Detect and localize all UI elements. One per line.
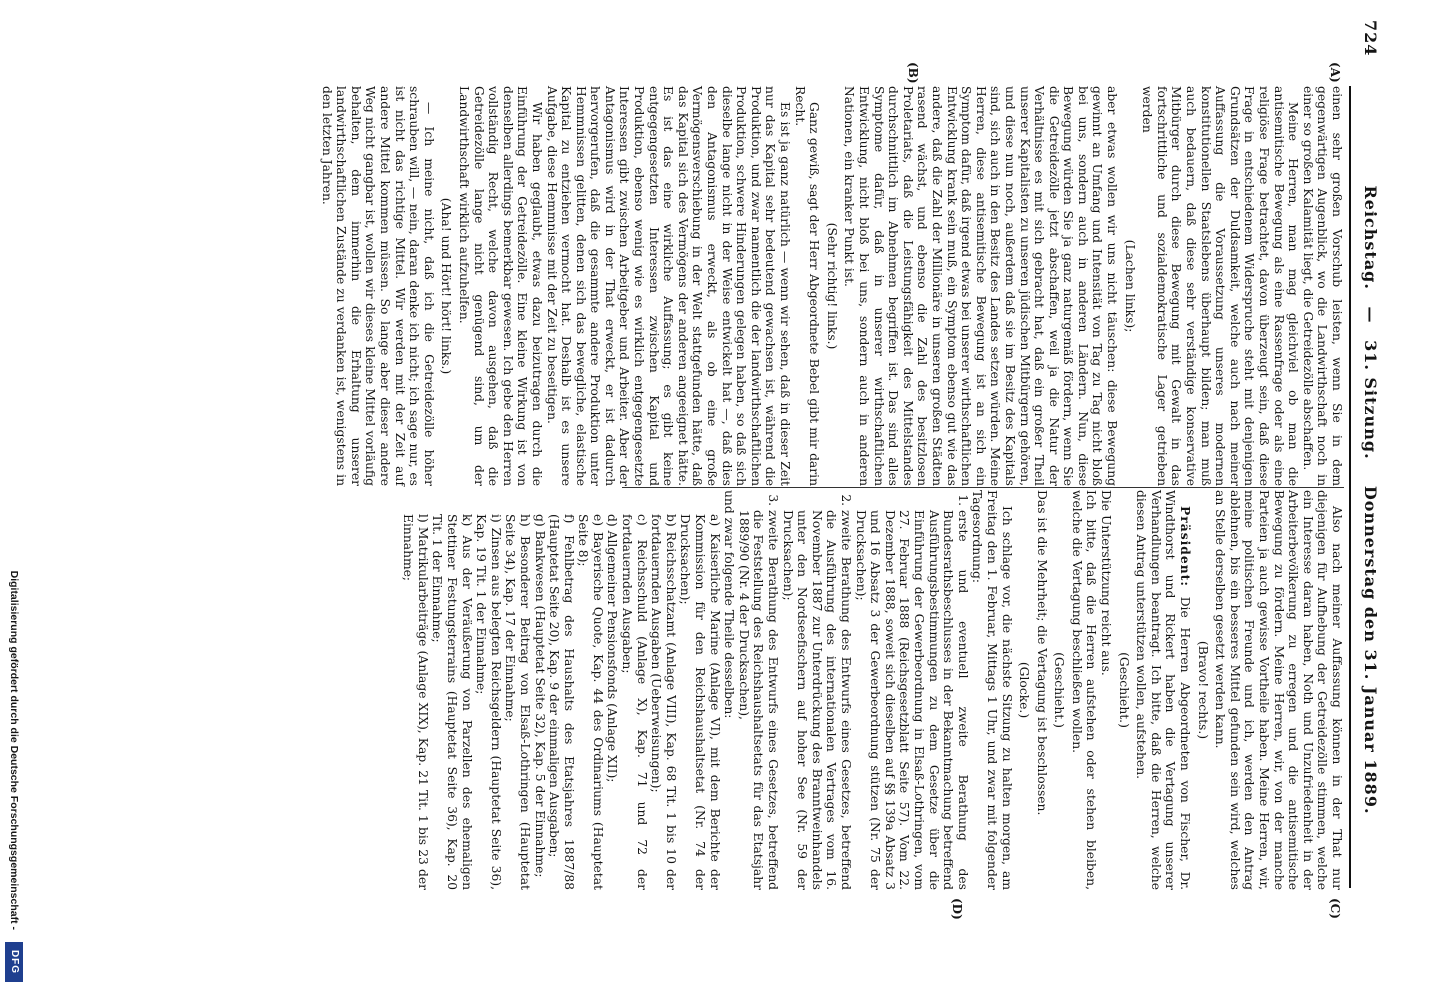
paragraph: Also nach meiner Auffassung können in der That nur diejenigen für Aufhebung der Getreidezölle stimmen, welche ein Interesse daran haben, Noth und Unzufriedenheit in der Arbeiterbevölkerung zu erregen und die antisemitische Bewegung zu fördern. Meine Herren, wir, von der manche Parteien ja auch gewisse Vortheile haben. Meine Herren, wir, meine politischen Freunde und ich, werden den Antrag ablehnen, bis ein besseres Mittel gefunden sein wird, welches an Stelle derselben gesetzt werden kann. [1213, 490, 1344, 890]
column-divider [622, 487, 1344, 488]
digitization-text: Digitalisierung gefördert durch die Deutsche Forschungsgemeinschaft - [8, 570, 20, 930]
sub-item: k) Aus der Veräußerung von Parzellen des ehemaligen Stettiner Festungsterrains (Hauptetat Seite 36), Kap. 20 Tit. 1 der Einnahme; [430, 514, 474, 890]
margin-marker-a: (A) [1328, 62, 1342, 83]
sub-item: l) Matrikularbeiträge (Anlage XIX), Kap. 21 Tit. 1 bis 23 der Einnahme; [401, 514, 430, 890]
remark: (Geschieht.) [1116, 652, 1131, 728]
paragraph: aber etwas wollen wir uns nicht täuschen: diese Bewegung gewinnt an Umfang und Intensität von Tag zu Tag nicht bloß bei uns, sondern auch in anderen Ländern. Nun, diese Bewegung würden Sie ja ganz naturgemäß fördern, wenn Sie die Getreidezölle jetzt abschaffen, weil ja die Natur der Verhältnisse es mit sich gebracht hat, daß ein großer Theil unserer Kapitalisten zu unseren jüdischen Mitbürgern gehören, und diese nun noch, außerdem daß sie im Besitz des Kapitals sind, sich auch in den Besitz des Landes setzen würden. Meine Herren, diese antisemitische Bewegung ist an sich ein Symptom dafür, daß irgend etwas bei unserer wirthschaftlichen Entwicklung krank sein muß, ein Symptom ebenso gut wie das andere, daß die Zahl der Millionäre in unseren großen Städten rasend wächst, und ebenso die Zahl des besitzlosen Proletariats, daß die Leistungsfähigkeit des Mittelstandes durchschnittlich im Abnehmen begriffen ist. Das sind alles Symptome dafür, daß in unserer wirthschaftlichen Entwicklung, nicht bloß bei uns, sondern auch in anderen Nationen, ein kranker Punkt ist. [842, 86, 1120, 486]
digitization-note [0, 0, 28, 1000]
remark: (Geschieht.) [1052, 652, 1067, 728]
margin-marker-c: (C) [1328, 898, 1342, 919]
agenda-list [736, 490, 970, 890]
sub-item: b) Reichsschatzamt (Anlage VIII), Kap. 68 Tit. 1 bis 10 der fortdauernden Ausgaben (Ueberweisungen); [649, 514, 678, 890]
page-number: 724 [1361, 20, 1380, 57]
paragraph: einen sehr großen Vorschub leisten, wenn Sie in dem gegenwärtigen Augenblick, wo die Landwirthschaft noch in einer so großen Kalamität liegt, die Getreidezölle abschaffen. [1300, 86, 1344, 486]
paragraph: Ich bitte, daß die Herren aufstehen oder stehen bleiben, welche die Vertagung beschließen wollen. [1069, 490, 1099, 890]
page-header [1352, 0, 1388, 1000]
margin-marker-b: (B) [906, 62, 920, 84]
paragraph: Die Unterstützung reicht aus. [1099, 490, 1114, 676]
sub-item: c) Reichsschuld (Anlage X), Kap. 71 und 72 der fortdauernden Ausgaben; [620, 514, 649, 890]
sub-item: f) Fehlbetrag des Haushalts des Etatsjahres 1887/88 (Hauptetat Seite 20), Kap. 9 der einmaligen Ausgaben; [547, 514, 576, 890]
header-dash: — [1361, 306, 1380, 324]
margin-marker-d: (D) [950, 898, 964, 920]
paragraph-text: Die Herren Abgeordneten von Fischer, Dr. Windthorst und Rickert haben die Vertagung unserer Verhandlungen beantragt. Ich bitte, daß die Herren, welche diesen Antrag unterstützen wollen, aufstehen. [1134, 490, 1193, 890]
president-paragraph [1134, 490, 1192, 890]
remark: (Aha! und Hört! hört! links.) [439, 197, 454, 375]
sub-list [401, 490, 722, 890]
header-rule [1349, 86, 1351, 888]
sub-item: i) Zinsen aus belegten Reichsgeldern (Hauptetat Seite 36), Kap. 19 Tit. 1 der Einnahme; [474, 514, 503, 890]
header-date: Donnerstag den 31. Januar 1889. [1361, 485, 1380, 815]
paragraph: Es ist ja ganz natürlich — wenn wir sehen, daß in dieser Zeit nur das Kapital sehr bedeutend gewachsen ist, während die Produktion, und zwar namentlich die der landwirthschaftlichen Produktion, schwere Hinderungen gelegen haben, so daß sich dieselbe lange nicht in der Weise entwickelt hat —, daß dies den Antagonismus erweckt, als ob eine große Vermögensverschiebung in der Welt stattgefunden hätte, daß das Kapital sich des Vermögens der anderen angeeignet hätte. Es ist das eine wirkliche Auffassung; es gibt keine entgegengesetzten Interessen zwischen Kapital und Produktion, ebenso wenig wie es wirklich entgegengesetzte Interessen gibt zwischen Arbeitgeber und Arbeiter. Aber der Antagonismus wird in der That erweckt, er ist dadurch hervorgerufen, daß die gesammte andere Produktion unter Hemmnissen gelitten, denen sich das bewegliche, elastische Kapital zu entziehen vermocht hat. Deshalb ist es unsere Aufgabe, diese Hemmnisse mit der Zeit zu beseitigen. [544, 86, 793, 486]
paragraph: Wir haben geglaubt, etwas dazu beizutragen durch die Einführung der Getreidezölle. Eine kleine Wirkung ist von denselben allerdings bemerkbar gewesen. Ich gebe den Herren vollständig Recht, welche davon ausgehen, daß die Getreidezölle lange nicht genügend sind, um der Landwirthschaft wirklich aufzuhelfen. [456, 86, 544, 486]
sub-item: a) Kaiserliche Marine (Anlage VI), mit dem Berichte der Kommission für den Reichshaushaltsetat (Nr. 74 der Drucksachen); [678, 514, 722, 890]
sub-item: h) Besonderer Beitrag von Elsaß-Lothringen (Hauptetat Seite 34), Kap. 17 der Einnahme; [503, 514, 532, 890]
sub-item: g) Bankwesen (Hauptetat Seite 32), Kap. 5 der Einnahme; [532, 514, 547, 878]
paragraph: und zwar folgende Theile desselben: [722, 490, 737, 719]
dfg-logo: DFG [5, 942, 23, 982]
remark: (Lachen links); [1122, 239, 1137, 333]
paragraph: Ganz gewiß, sagt der Herr Abgeordnete Bebel gibt mir darin Recht. [792, 86, 822, 486]
remark: (Bravo! rechts.) [1195, 640, 1210, 740]
header-body: Reichstag. [1361, 185, 1380, 290]
agenda-item: 2. zweite Berathung des Entwurfs eines Gesetzes, betreffend die Ausführung des internationalen Vertrages vom 16. November 1887 zur Unterdrückung des Branntweinhandels unter den Nordseefischern auf hoher See (Nr. 59 der Drucksachen); [780, 510, 853, 890]
paragraph: Das ist die Mehrheit; die Vertagung ist beschlossen. [1034, 490, 1049, 816]
header-session: 31. Sitzung. [1361, 340, 1380, 460]
paragraph: — Ich meine nicht, daß ich die Getreidezölle höher schrauben will, — nein, daran denke ich nicht; ich sage nur, es ist nicht das richtige Mittel. Wir werden mit der Zeit auf andere Mittel kommen müssen. So lange aber dieser andere Weg nicht gangbar ist, wollen wir dieses kleine Mittel vorläufig behalten, dem immerhin die Erhaltung unserer landwirthschaftlichen Zustände zu verdanken ist, wenigstens in den letzten Jahren. [319, 86, 436, 486]
left-column [319, 86, 1344, 486]
paragraph: Meine Herren, man mag gleichviel ob man die antisemitische Bewegung als eine Rassenfrage oder als eine religiöse Frage betrachtet, davon überzeugt sein, daß diese Frage in entschiedenem Widerspruche steht mit denjenigen Grundsätzen der Duldsamkeit, welche auch nach meiner Auffassung die Voraussetzung unseres modernen konstitutionellen Staatslebens überhaupt bilden; man muß auch bedauern, daß diese sehr verständige konservative Mitbürger durch diese Bewegung mit Gewalt in das fortschrittliche und sozialdemokratische Lager getrieben werden [1140, 86, 1301, 486]
speaker-label: Präsident: [1178, 506, 1194, 587]
running-title [1361, 0, 1380, 1000]
agenda-item: 3. zweite Berathung des Entwurfs eines Gesetzes, betreffend die Feststellung des Reichshaushaltsetats für das Etatsjahr 1889/90 (Nr. 4 der Drucksachen), [736, 510, 780, 890]
remark: (Glocke.) [1017, 661, 1032, 719]
sub-item: d) Allgemeiner Pensionsfonds (Anlage XII); [605, 514, 620, 783]
agenda-item: 1. erste und eventuell zweite Berathung des Bundesrathsbeschlusses in der Bekanntmachung betreffend Ausführungsbestimmungen zu dem Gesetze über die Einführung der Gewerbeordnung in Elsaß-Lothringen, vom 27. Februar 1888 (Reichsgesetzblatt Seite 57). Vom 22. Dezember 1888, soweit sich dieselben auf §§ 139a Absatz 3 und 16 Absatz 3 der Gewerbeordnung stützen (Nr. 75 der Drucksachen); [853, 510, 970, 890]
paragraph: Ich schlage vor, die nächste Sitzung zu halten morgen, am Freitag den 1. Februar, Mittags 1 Uhr, und zwar mit folgender Tagesordnung: [970, 490, 1014, 890]
right-column [401, 490, 1344, 890]
sub-item: e) Bayerische Quote, Kap. 44 des Ordinariums (Hauptetat Seite 8); [576, 514, 605, 890]
remark: (Sehr richtig! links.) [824, 222, 839, 350]
